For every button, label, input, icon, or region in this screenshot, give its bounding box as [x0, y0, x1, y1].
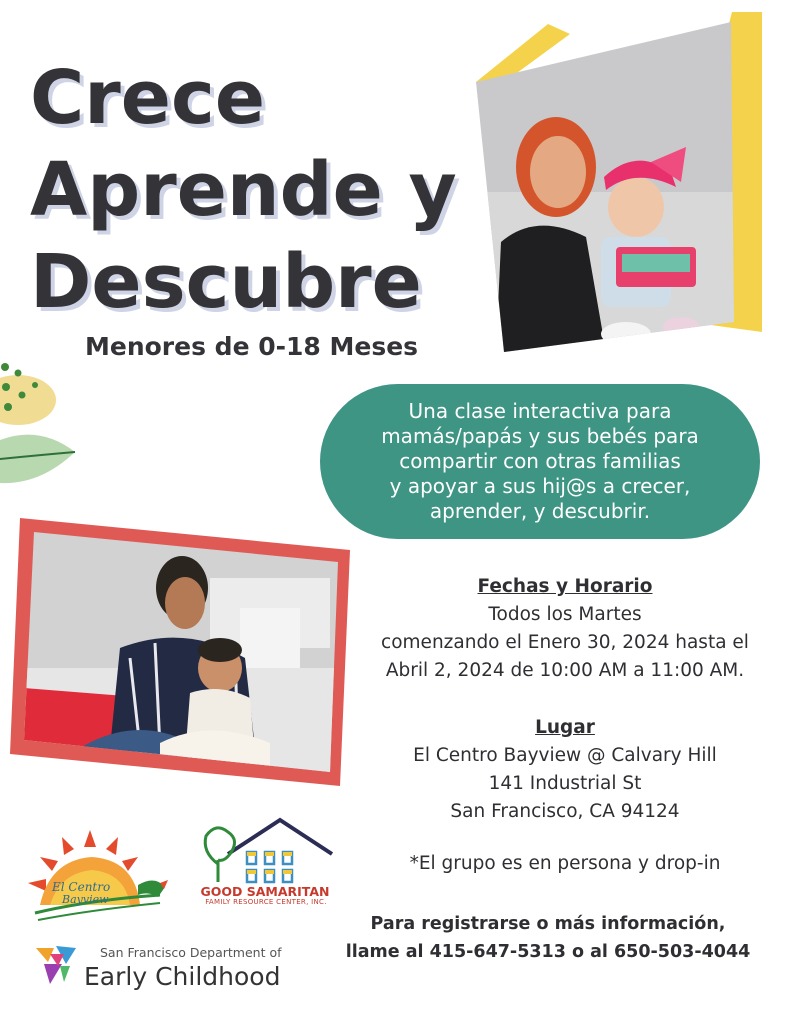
schedule-line: Abril 2, 2024 de 10:00 AM a 11:00 AM. — [385, 660, 745, 681]
mother-baby-photo-top — [470, 12, 770, 362]
schedule-section — [355, 573, 775, 685]
leaf-decoration — [0, 355, 80, 495]
title-line-2: Aprende y — [30, 147, 457, 233]
schedule-line: Todos los Martes — [488, 604, 642, 625]
sf-dept-label: San Francisco Department of — [100, 945, 282, 960]
description-line: mamás/papás y sus bebés para — [381, 424, 699, 448]
description-line: y apoyar a sus hij@s a crecer, — [389, 474, 691, 498]
title-line-1: Crece — [30, 55, 266, 141]
registration-info — [318, 910, 778, 966]
registration-line-2: llame al 415-647-5313 o al 650-503-4044 — [345, 942, 751, 962]
description-line: compartir con otras familias — [399, 449, 681, 473]
good-samaritan-name: GOOD SAMARITAN — [200, 884, 330, 899]
registration-line-1: Para registrarse o más información, — [370, 914, 726, 934]
svg-text:Bayview: Bayview — [62, 893, 109, 906]
location-section — [355, 714, 775, 826]
page-title — [30, 52, 457, 328]
location-heading: Lugar — [535, 717, 595, 738]
description-line: Una clase interactiva para — [408, 399, 672, 423]
centro-logo-text: El Centro — [52, 880, 111, 894]
age-subtitle: Menores de 0-18 Meses — [85, 332, 419, 361]
photo-mother-baby-book — [476, 22, 746, 352]
location-line: El Centro Bayview @ Calvary Hill — [413, 745, 717, 766]
schedule-heading: Fechas y Horario — [477, 576, 653, 597]
description-line: aprender, y descubrir. — [429, 499, 651, 523]
schedule-line: comenzando el Enero 30, 2024 hasta el — [381, 632, 749, 653]
sf-early-childhood-logo-mark — [36, 944, 78, 988]
location-line: 141 Industrial St — [488, 773, 642, 794]
location-line: San Francisco, CA 94124 — [450, 801, 680, 822]
drop-in-note: *El grupo es en persona y drop-in — [409, 853, 721, 874]
good-samaritan-subtitle: FAMILY RESOURCE CENTER, INC. — [205, 898, 327, 906]
sf-dept-name: Early Childhood — [84, 962, 281, 991]
photo-mother-baby-classroom — [10, 518, 350, 786]
el-centro-bayview-logo — [10, 825, 170, 935]
title-line-3: Descubre — [30, 239, 422, 325]
class-description-bubble — [320, 384, 760, 539]
